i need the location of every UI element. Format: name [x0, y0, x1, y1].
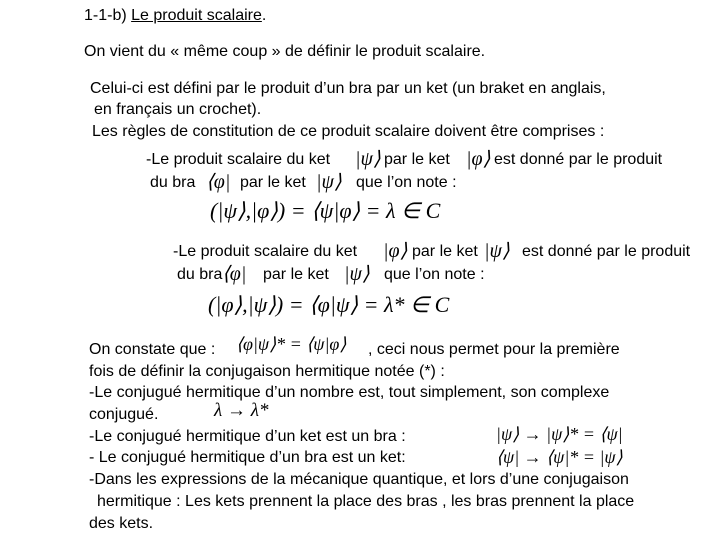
- conclusion-line1a: On constate que :: [89, 341, 216, 358]
- case2-formula: (|φ⟩,|ψ⟩) = ⟨φ|ψ⟩ = λ* ∈ C: [208, 292, 450, 317]
- case2-ket-psi: |ψ⟩: [484, 240, 510, 262]
- bra-conj-eq: ⟨ψ| → ⟨ψ|* = |ψ⟩: [496, 447, 623, 467]
- ket-conj-eq: |ψ⟩ → |ψ⟩* = ⟨ψ|: [496, 424, 623, 444]
- conclusion-eq: ⟨φ|ψ⟩* = ⟨ψ|φ⟩: [236, 334, 347, 354]
- case1-text-f: que l’on note :: [356, 174, 457, 191]
- case2-text-a: -Le produit scalaire du ket: [173, 243, 358, 260]
- para1-line2: en français un crochet).: [94, 101, 262, 118]
- case1-ket-psi: |ψ⟩: [355, 148, 381, 170]
- conclusion-line8: hermitique : Les kets prennent la place des bras , les bras prennent la place: [97, 493, 635, 510]
- case2-text-b: par le ket: [412, 243, 478, 260]
- lambda-conj-eq: λ → λ*: [214, 400, 269, 421]
- case2-text-e: par le ket: [263, 266, 329, 283]
- case1-text-d: du bra: [150, 174, 196, 191]
- para1-line3: Les règles de constitution de ce produit scalaire doivent être comprises :: [92, 123, 605, 140]
- case2-bra-phi: ⟨φ|: [222, 263, 247, 285]
- conclusion-line9: des kets.: [89, 515, 154, 532]
- conclusion-line1b: , ceci nous permet pour la première: [368, 341, 620, 358]
- conclusion-line7: -Dans les expressions de la mécanique quantique, et lors d’une conjugaison: [89, 471, 629, 488]
- case2-text-f: que l’on note :: [384, 266, 485, 283]
- case1-text-b: par le ket: [384, 151, 450, 168]
- para1-line1: Celui-ci est défini par le produit d’un bra par un ket (un braket en anglais,: [90, 80, 606, 97]
- heading-period: .: [261, 7, 267, 24]
- section-number: 1-1-b): [84, 7, 132, 24]
- case1-ket-phi: |φ⟩: [466, 148, 491, 170]
- case2-ket-psi2: |ψ⟩: [344, 263, 370, 285]
- intro-line: On vient du « même coup » de définir le produit scalaire.: [84, 43, 486, 60]
- case2-text-d: du bra: [177, 266, 223, 283]
- conclusion-line2: fois de définir la conjugaison hermitique notée (*) :: [89, 363, 445, 380]
- case2-text-c: est donné par le produit: [522, 243, 691, 260]
- section-title: Le produit scalaire: [131, 7, 262, 24]
- case1-ket-psi2: |ψ⟩: [316, 171, 342, 193]
- conclusion-line4: conjugué.: [89, 406, 159, 423]
- case2-ket-phi: |φ⟩: [383, 240, 408, 262]
- conclusion-line6: - Le conjugué hermitique d’un bra est un ket:: [89, 449, 406, 466]
- conclusion-line3: -Le conjugué hermitique d’un nombre est, tout simplement, son complexe: [89, 384, 610, 401]
- case1-bra-phi: ⟨φ|: [206, 171, 231, 193]
- case1-formula: (|ψ⟩,|φ⟩) = ⟨ψ|φ⟩ = λ ∈ C: [210, 198, 441, 223]
- case1-text-a: -Le produit scalaire du ket: [146, 151, 331, 168]
- section-heading: [84, 6, 266, 26]
- case1-text-c: est donné par le produit: [494, 151, 663, 168]
- case1-text-e: par le ket: [240, 174, 306, 191]
- conclusion-line5: -Le conjugué hermitique d’un ket est un bra :: [89, 428, 406, 445]
